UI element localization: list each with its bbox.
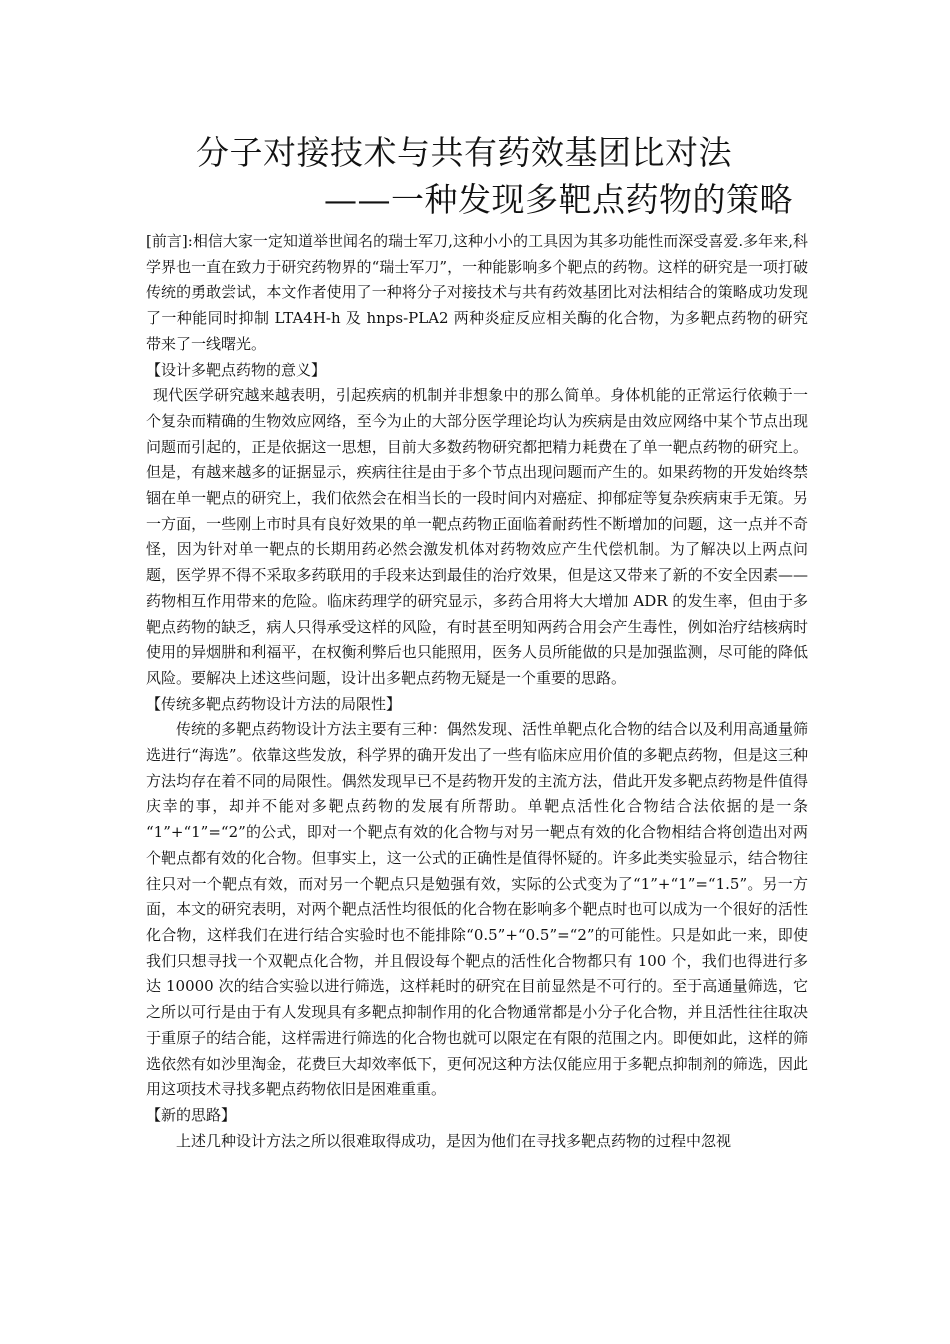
preface-paragraph: [前言]:相信大家一定知道举世闻名的瑞士军刀,这种小小的工具因为其多功能性而深受喜爱.多年来,科学界也一直在致力于研究药物界的“瑞士军刀”，一种能影响多个靶点的药物。这样的研究是一项打破传统的勇敢尝试，本文作者使用了一种将分子对接技术与共有药效基团比对法相结合的策略成功发现了一种能同时抑制 LTA4H-h 及 hnps-PLA2 两种炎症反应相关酶的化合物，为多靶点药物的研究带来了一线曙光。 bbox=[146, 232, 808, 353]
section-paragraph-limitations: 传统的多靶点药物设计方法主要有三种：偶然发现、活性单靶点化合物的结合以及利用高通量筛选进行“海选”。依靠这些发放，科学界的确开发出了一些有临床应用价值的多靶点药物，但是这三种方法均存在着不同的局限性。偶然发现早已不是药物开发的主流方法，借此开发多靶点药物是件值得庆幸的事，却并不能对多靶点药物的发展有所帮助。单靶点活性化合物结合法依据的是一条 “1”+“1”=“2”的公式，即对一个靶点有效的化合物与对另一靶点有效的化合物相结合将创造出对两个靶点都有效的化合物。但事实上，这一公式的正确性是值得怀疑的。许多此类实验显示，结合物往往只对一个靶点有效，而对另一个靶点只是勉强有效，实际的公式变为了“1”+“1”=“1.5”。另一方面，本文的研究表明，对两个靶点活性均很低的化合物在影响多个靶点时也可以成为一个很好的活性化合物，这样我们在进行结合实验时也不能排除“0.5”+“0.5”=“2”的可能性。只是如此一来，即使我们只想寻找一个双靶点化合物，并且假设每个靶点的活性化合物都只有 100 个，我们也得进行多达 10000 次的结合实验以进行筛选，这样耗时的研究在目前显然是不可行的。至于高通量筛选，它之所以可行是由于有人发现具有多靶点抑制作用的化合物通常都是小分子化合物，并且活性往往取决于重原子的结合能，这样需进行筛选的化合物也就可以限定在有限的范围之内。即便如此，这样的筛选依然有如沙里淘金，花费巨大却效率低下，更何况这种方法仅能应用于多靶点抑制剂的筛选，因此用这项技术寻找多靶点药物依旧是困难重重。 bbox=[146, 720, 808, 1099]
document-body bbox=[146, 229, 808, 1154]
section-paragraph-significance: 现代医学研究越来越表明，引起疾病的机制并非想象中的那么简单。身体机能的正常运行依赖于一个复杂而精确的生物效应网络，至今为止的大部分医学理论均认为疾病是由效应网络中某个节点出现问题而引起的，正是依据这一思想，目前大多数药物研究都把精力耗费在了单一靶点药物的研究上。但是，有越来越多的证据显示，疾病往往是由于多个节点出现问题而产生的。如果药物的开发始终禁锢在单一靶点的研究上，我们依然会在相当长的一段时间内对癌症、抑郁症等复杂疾病束手无策。另一方面，一些刚上市时具有良好效果的单一靶点药物正面临着耐药性不断增加的问题，这一点并不奇怪，因为针对单一靶点的长期用药必然会激发机体对药物效应产生代偿机制。为了解决以上两点问题，医学界不得不采取多药联用的手段来达到最佳的治疗效果，但是这又带来了新的不安全因素——药物相互作用带来的危险。临床药理学的研究显示，多药合用将大大增加 ADR 的发生率，但由于多靶点药物的缺乏，病人只得承受这样的风险，有时甚至明知两药合用会产生毒性，例如治疗结核病时使用的异烟肼和利福平，在权衡利弊后也只能照用，医务人员所能做的只是加强监测，尽可能的降低风险。要解决上述这些问题，设计出多靶点药物无疑是一个重要的思路。 bbox=[146, 386, 808, 687]
section-heading-significance: 【设计多靶点药物的意义】 bbox=[146, 360, 327, 379]
section-heading-limitations: 【传统多靶点药物设计方法的局限性】 bbox=[146, 694, 402, 713]
section-heading-new-idea: 【新的思路】 bbox=[146, 1105, 237, 1124]
section-paragraph-new-idea: 上述几种设计方法之所以很难取得成功，是因为他们在寻找多靶点药物的过程中忽视 bbox=[176, 1131, 732, 1150]
document-title: 分子对接技术与共有药效基团比对法 bbox=[196, 133, 732, 172]
document-subtitle: ——一种发现多靶点药物的策略 bbox=[324, 180, 793, 219]
